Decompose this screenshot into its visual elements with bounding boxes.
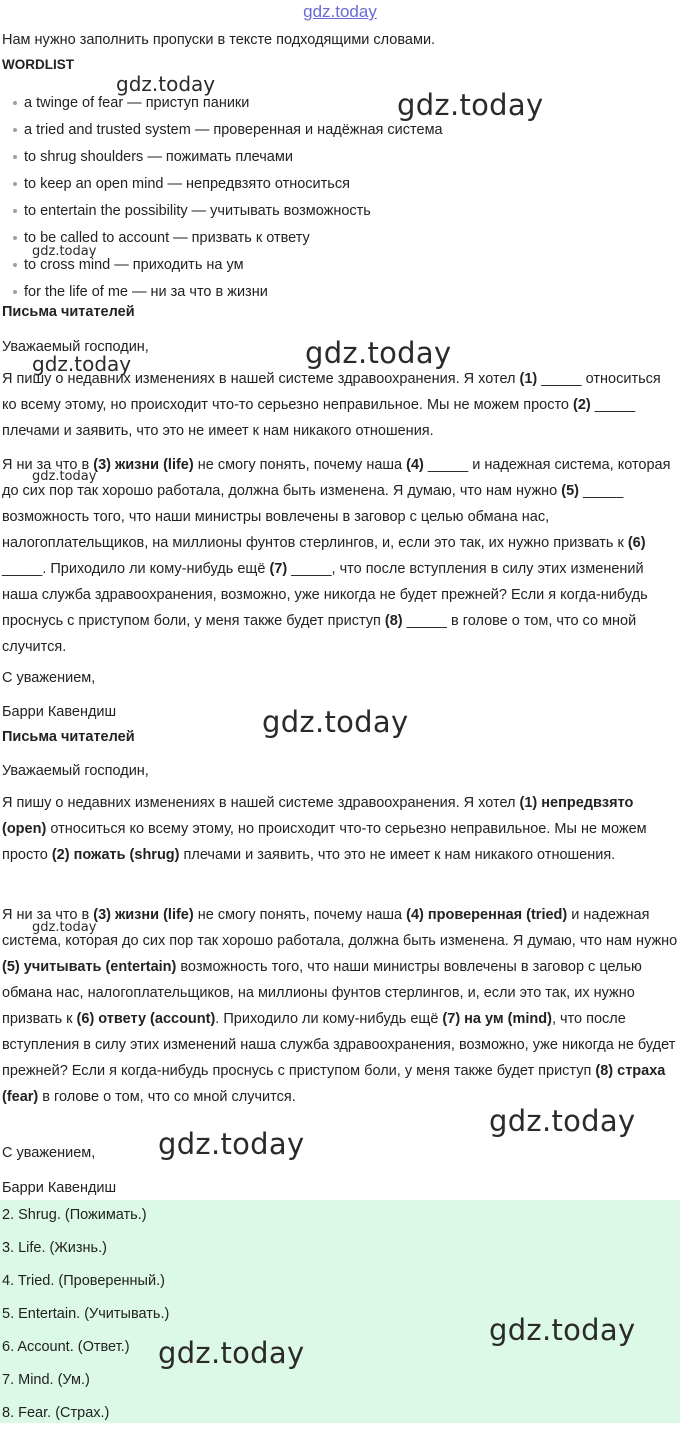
answer-item: 2. Shrug. (Пожимать.) xyxy=(2,1207,147,1223)
text-run: Я ни за что в xyxy=(2,907,94,923)
letter-greeting: Уважаемый господин, xyxy=(2,339,149,355)
text-run: _____ возможность того, что наши министры вовлечены в заговор с целью обмана нас, налогоплательщиков, на миллионы фунтов стерлингов, и, если это так, их нужно призвать к xyxy=(2,483,628,551)
text-run: Я пишу о недавних изменениях в нашей системе здравоохранения. Я хотел xyxy=(2,795,520,811)
letter-signature-wrap xyxy=(2,1180,678,1196)
text-run: _____ относиться ко всему этому, но происходит что-то серьезно неправильное. Мы не можем просто xyxy=(2,371,661,413)
text-run: и надежная система, которая до сих пор так хорошо работала, должна быть изменена. Я думаю, что нам нужно xyxy=(2,907,678,949)
answer-item: 6. Account. (Ответ.) xyxy=(2,1339,130,1355)
wordlist-item: a tried and trusted system — проверенная и надёжная система xyxy=(0,119,443,146)
text-run: _____ плечами и заявить, что это не имеет к нам никакого отношения. xyxy=(2,397,636,439)
letter-with-answers xyxy=(2,729,678,745)
answer-highlight: (6) xyxy=(627,535,646,551)
site-link[interactable]: gdz.today xyxy=(303,2,377,21)
answer-item: 7. Mind. (Ум.) xyxy=(2,1372,90,1388)
letter-body-1-wrap xyxy=(2,790,678,868)
letter-body-1-wrap xyxy=(2,366,678,444)
watermark: gdz.today xyxy=(397,88,544,122)
wordlist-item: to entertain the possibility — учитывать возможность xyxy=(0,200,443,227)
letter-paragraph xyxy=(2,790,678,868)
text-run: Я ни за что в xyxy=(2,457,94,473)
letter-paragraph xyxy=(2,366,678,444)
wordlist-title: WORDLIST xyxy=(2,57,74,72)
text-run: не смогу понять, почему наша xyxy=(193,907,407,923)
answer-highlight: (2) пожать (shrug) xyxy=(51,847,180,863)
watermark: gdz.today xyxy=(32,352,132,376)
letter-body-2-wrap xyxy=(2,452,678,660)
answer-item: 3. Life. (Жизнь.) xyxy=(2,1240,107,1256)
answer-highlight: (8) страха (fear) xyxy=(2,1063,666,1105)
wordlist-item: to keep an open mind — непредвзято относиться xyxy=(0,173,443,200)
watermark: gdz.today xyxy=(32,244,97,259)
text-run: _____. Приходило ли кому-нибудь ещё xyxy=(2,561,270,577)
answer-highlight: (1) непредвзято (open) xyxy=(2,795,634,837)
answer-highlight: (4) проверенная (tried) xyxy=(406,907,568,923)
task-intro: Нам нужно заполнить пропуски в тексте подходящими словами. xyxy=(2,32,436,48)
answer-highlight: (6) ответу (account) xyxy=(76,1011,216,1027)
letter-title: Письма читателей xyxy=(2,729,135,745)
letter-signature-wrap xyxy=(2,704,678,720)
letter-closing: С уважением, xyxy=(2,1145,96,1161)
letter-greeting-wrap xyxy=(2,339,678,355)
text-run: , что после вступления в силу этих изменений наша служба здравоохранения, возможно, уже никогда не будет прежней? Если я когда-нибудь проснусь с приступом боли, у меня также будет приступ xyxy=(2,1011,676,1079)
letter-greeting-wrap xyxy=(2,763,678,779)
wordlist-item: for the life of me — ни за что в жизни xyxy=(0,281,443,308)
text-run: _____, что после вступления в силу этих изменений наша служба здравоохранения, возможно, уже никогда не будет прежней? Если я когда-нибудь проснусь с приступом боли, у меня также будет приступ xyxy=(2,561,648,629)
wordlist-item: to cross mind — приходить на ум xyxy=(0,254,443,281)
watermark: gdz.today xyxy=(32,469,97,484)
answer-highlight: (7) xyxy=(269,561,288,577)
answer-highlight: (4) xyxy=(406,457,424,473)
letter-greeting: Уважаемый господин, xyxy=(2,763,149,779)
answers-box xyxy=(0,1200,680,1423)
text-run: в голове о том, что со мной случится. xyxy=(38,1089,296,1105)
watermark: gdz.today xyxy=(489,1104,636,1138)
text-run: плечами и заявить, что это не имеет к нам никакого отношения. xyxy=(179,847,616,863)
text-run: Я пишу о недавних изменениях в нашей системе здравоохранения. Я хотел xyxy=(2,371,520,387)
answer-highlight: (5) xyxy=(561,483,579,499)
answer-highlight: (2) xyxy=(573,397,591,413)
answer-item: 5. Entertain. (Учитывать.) xyxy=(2,1306,170,1322)
watermark: gdz.today xyxy=(262,705,409,739)
answer-highlight: (3) жизни (life) xyxy=(93,907,194,923)
letter-title: Письма читателей xyxy=(2,304,135,320)
letter-paragraph xyxy=(2,902,678,1110)
watermark: gdz.today xyxy=(305,336,452,370)
letter-signature: Барри Кавендиш xyxy=(2,1180,117,1196)
answer-highlight: (1) xyxy=(519,371,538,387)
answer-highlight: (3) жизни (life) xyxy=(93,457,194,473)
letter-paragraph xyxy=(2,452,678,660)
answer-highlight: (8) xyxy=(384,613,403,629)
letter-body-2-wrap xyxy=(2,902,678,1110)
answer-item: 8. Fear. (Страх.) xyxy=(2,1405,110,1421)
wordlist-item: a twinge of fear — приступ паники xyxy=(0,92,443,119)
letter-signature: Барри Кавендиш xyxy=(2,704,117,720)
watermark: gdz.today xyxy=(158,1127,305,1161)
letter-closing-wrap xyxy=(2,1145,678,1161)
wordlist xyxy=(0,92,443,308)
watermark: gdz.today xyxy=(32,920,97,935)
text-run: _____ в голове о том, что со мной случится. xyxy=(2,613,637,655)
watermark: gdz.today xyxy=(489,1313,636,1347)
watermark: gdz.today xyxy=(158,1336,305,1370)
text-run: относиться ко всему этому, но происходит что-то серьезно неправильное. Мы не можем просто xyxy=(2,821,647,863)
text-run: . Приходило ли кому-нибудь ещё xyxy=(215,1011,443,1027)
watermark: gdz.today xyxy=(116,72,216,96)
letter-with-gaps xyxy=(2,304,678,320)
answers-list xyxy=(2,1204,169,1435)
letter-closing: С уважением, xyxy=(2,670,96,686)
letter-closing-wrap xyxy=(2,670,678,686)
answer-highlight: (7) на ум (mind) xyxy=(442,1011,552,1027)
wordlist-item: to shrug shoulders — пожимать плечами xyxy=(0,146,443,173)
text-run: _____ и надежная система, которая до сих пор так хорошо работала, должна быть изменена. Я думаю, что нам нужно xyxy=(2,457,671,499)
wordlist-item: to be called to account — призвать к ответу xyxy=(0,227,443,254)
answer-item: 4. Tried. (Проверенный.) xyxy=(2,1273,165,1289)
answer-highlight: (5) учитывать (entertain) xyxy=(2,959,177,975)
text-run: не смогу понять, почему наша xyxy=(193,457,407,473)
text-run: возможность того, что наши министры вовлечены в заговор с целью обмана нас, налогоплательщиков, на миллионы фунтов стерлингов, и, если это так, их нужно призвать к xyxy=(2,959,642,1027)
